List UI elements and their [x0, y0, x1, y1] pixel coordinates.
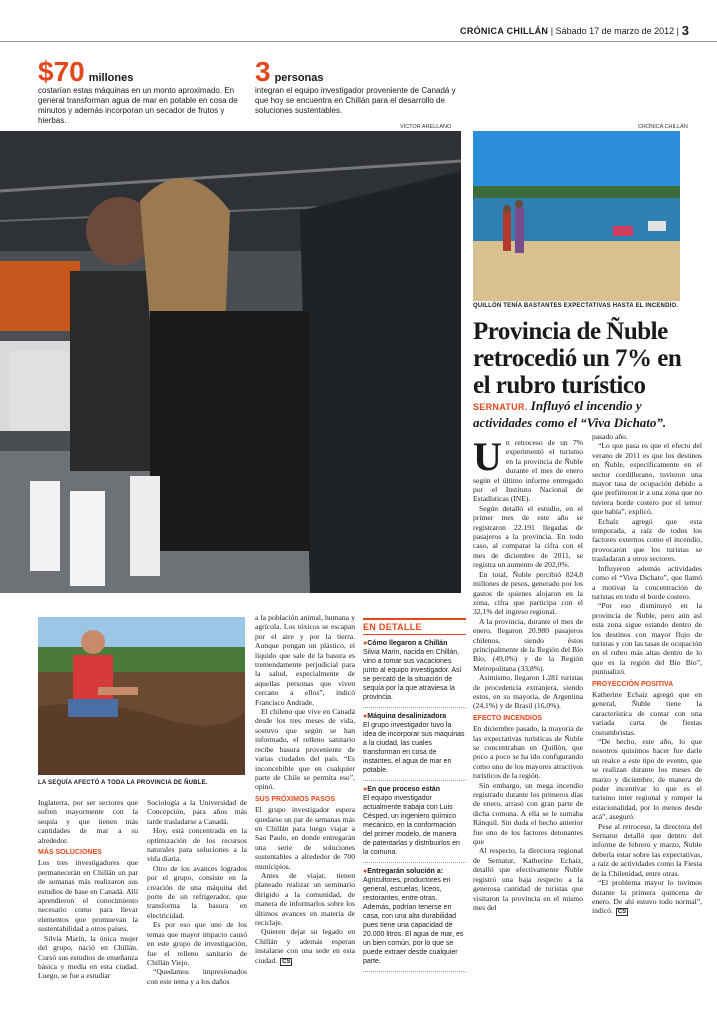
paragraph: Antes de viajar, tienen planeado realizar un seminario dirigido a la comunidad, de manera de informarlos sobre los últimos avances en materia de reciclaje. — [255, 870, 355, 927]
paragraph: Pese al retroceso, la directora del Sernatur detalló que dentro del informe de febrero y marzo, Ñuble debería estar sobre las expectativas, a raíz de actividades como la Fiesta de la Chilenidad, entre otras. — [592, 821, 702, 878]
article-subhead — [473, 398, 703, 431]
publication-info — [460, 26, 679, 36]
section-heading: PROYECCIÓN POSITIVA — [592, 680, 674, 688]
paragraph: Silvia Marín, la única mujer del grupo, nació en Chillán. Cursó sus estudios de enseñanza básica y media en esta ciudad. Luego, se fue a estudiar — [38, 933, 138, 981]
beach-photo-caption: QUILLÓN TENÍA BASTANTES EXPECTATIVAS HASTA EL INCENDIO. — [473, 303, 679, 309]
paragraph: Echaíz agregó que esta temporada, a raíz de todos los factores externos como el incendio, provocaron que los turistas se trasladaran a otros sectores. — [592, 516, 702, 564]
detalle-item-title: ● En que proceso están — [363, 785, 466, 794]
beach-photo-credit: CRÓNICA CHILLÁN — [638, 124, 688, 130]
farmer-photo-caption: LA SEQUÍA AFECTÓ A TODA LA PROVINCIA DE ÑUBLE. — [38, 780, 208, 786]
page-header — [0, 20, 717, 42]
en-detalle-sidebar — [363, 618, 466, 972]
paragraph: A la provincia, durante el mes de enero, llegaron 20.980 pasajeros chilenos, siendo éstos principalmente de la Región del Bío Bío, (49,0%) y de la Región Metropolitana (33,8%). — [473, 616, 583, 673]
detalle-item-title: ● Cómo llegaron a Chillán — [363, 639, 466, 648]
paragraph — [255, 927, 355, 967]
paragraph: “De hecho, este año, lo que nosotros quisimos hacer fue darle un realce a este tipo de evento, que se realizan durante los meses de marzo y diciembre, de manera de poder incentivar lo que es el turismo inter regional y romper la estacionalidad, por lo menos desde acá”, aseguró. — [592, 737, 702, 822]
beach-photo — [473, 131, 680, 301]
paragraph: En diciembre pasado, la mayoría de las expectativas turísticas de Ñuble se concentraban en Quillón, que poco a poco se ha ido configurando como uno de los mayores atractivos turísticos de la región. — [473, 724, 583, 781]
sidebar-title: EN DETALLE — [363, 618, 466, 635]
detalle-item-title: ● Máquina desalinizadora — [363, 712, 466, 721]
paragraph: Es por eso que uno de los temas que mayor impacto causó en este grupo de investigación, fue el relleno sanitario de Chillán Viejo. — [147, 920, 247, 967]
paragraph: Según detalló el estudio, en el primer mes de este año se registraron 22.191 llegadas de pasajeros a la provincia. En todo caso, al comparar la cifra con el mes de diciembre de 2011, se registra un aumento de 202,0%. — [473, 503, 583, 570]
paragraph: Sin embargo, un mega incendio registrado durante los primeros días de enero, arrasó con gran parte de dicha comuna. A ella se le sumaba Ránquil. Sin duda el hecho anterior fue uno de los factores detonantes que — [473, 780, 583, 847]
drop-cap: U — [473, 434, 502, 479]
paragraph: Asimismo, llegaron 1.281 turistas de procedencia extranjera, siendo estos, en su mayoría, de Argentina (24,1%) y de Brasil (16,0%). — [473, 673, 583, 711]
section-heading: SUS PRÓXIMOS PASOS — [255, 795, 335, 803]
publication-date: | Sábado 17 de marzo de 2012 | — [550, 26, 679, 36]
paragraph-text: n retroceso de un 7% experimentó el turismo en la provincia de Ñuble durante el mes de enero según el último informe entregado por el Instituto Nacional de Estadísticas (INE). — [473, 438, 583, 504]
end-mark: CS — [617, 909, 627, 916]
publication-name: CRÓNICA CHILLÁN — [460, 26, 549, 36]
detalle-item — [363, 781, 466, 863]
paragraph: Katherine Echaíz agregó que en general, Ñuble tiene la característica de contar con una variada carta de fiestas costumbristas. — [592, 689, 702, 737]
stat-box-people — [255, 58, 470, 116]
paragraph: Al respecto, la directora regional de Sernatur, Katherine Echaíz, detalló que efectivamente Ñuble registró una baja respecto a la generosa cantidad de turistas que visitaron la provincia en el mismo mes del — [473, 846, 583, 912]
paragraph: pasado año. — [592, 432, 628, 441]
left-story-column-2 — [147, 798, 247, 986]
paragraph: El chileno que vive en Canadá desde los tres meses de vida, sostuvo que según se han informado, el relleno sanitario recibe basura proveniente de varias ciudades del país. “Es inconcebible que en cualquier parte de Chile se permita eso”, opinó. — [255, 707, 355, 792]
paragraph: Influyeron además actividades como el “Viva Dichato”, que llamó a motivar la concentración de turistas en todo el borde costero. — [592, 563, 702, 601]
quillon-beach-image — [473, 131, 680, 301]
detalle-item-text: El equipo investigador actualmente trabaja con Luis Césped, un ingeniero químico mecánico, en la conformación del primer modelo, de manera de patentarlas y distribuirlos en la comuna. — [363, 795, 460, 856]
subhead-kicker: SERNATUR. — [473, 402, 528, 412]
paragraph: Hoy, está concentrada en la optimización de los recursos naturales para soluciones a la vida diaria. — [147, 826, 247, 864]
paragraph: “Lo que pasa es que el efecto del verano de 2011 es que los destinos en Ñuble, específicamente en el sector cordillerano, tuvieron una mayor tasa de ocupación debido a que prefirieron ir a una zona que no tuviera borde costero por el temor que había”, explicó. — [592, 441, 702, 517]
paragraph: En total, Ñuble percibió 824,8 millones de pesos, generado por los gastos de quienes alojaron en la zona, cifra que participa con el 32,1% del ingreso regional. — [473, 569, 583, 617]
stat-value: 3 — [255, 56, 271, 87]
left-story-column-3 — [255, 613, 355, 967]
detalle-item-text: Agricultores, productores en general, escuelas, liceos, restorantes, entre otras. Además, podrían tenerse en casa, con una alta durabilidad pues tiene una capacidad de 20.000 litros. El agua de mar, es un bien común, por lo que se puede extraer desde cualquier parte. — [363, 877, 464, 965]
stat-unit: personas — [274, 72, 324, 84]
main-photo-credit: VÍCTOR ARELLANO — [400, 124, 452, 130]
detalle-item — [363, 863, 466, 972]
paragraph: Los tres investigadores que permanecerán en Chillán un par de semanas más realizaron sus estudios de base en Canadá. Allí aprendieron el conocimiento necesario como para llevar elementos que promuevan la sustentabilidad a otros países. — [38, 858, 138, 934]
stat-unit: millones — [88, 72, 134, 84]
stat-box-cost — [38, 58, 243, 126]
paragraph: “Por eso disminuyó en la provincia de Ñuble, pero aún así esta zona sigue estando dentro de los destinos con mayor flujo de turistas y con las tasas de ocupación en el rubro más altas dentro de lo que es la región del Bío Bío”, puntualizó. — [592, 601, 702, 677]
paragraph-text: Quieren dejar su legado en Chillán y además esperan instalarse con una sede en esta ciudad. — [255, 927, 355, 965]
detalle-item — [363, 708, 466, 781]
section-heading: MÁS SOLUCIONES — [38, 849, 102, 857]
paragraph-text: “El problema mayor lo tuvimos durante la primera quincena de enero. De ahí estuvo todo normal”, indicó. — [592, 878, 702, 916]
section-heading: EFECTO INCENDIOS — [473, 714, 543, 722]
left-story-column-1 — [38, 798, 138, 981]
paragraph — [473, 434, 583, 504]
stat-description: costarían estas máquinas en un monto aproximado. En general transforman agua de mar en potable en cosa de minutos y además incorporan un secador de frutos y hierbas. — [38, 86, 238, 125]
article-headline: Provincia de Ñuble retrocedió un 7% en el rubro turístico — [473, 318, 682, 399]
drought-farmer-image — [38, 617, 245, 775]
detalle-item-text: El grupo investigador tuvo la idea de incorporar sus máquinas a la ciudad, las cuales transforman en cosa de instantes, el agua de mar en potable. — [363, 722, 465, 774]
paragraph: “Quedamos impresionados con este tema y a los daños — [147, 967, 247, 986]
paragraph — [592, 878, 702, 918]
researchers-lab-image — [0, 131, 461, 593]
end-mark: CS — [282, 958, 291, 965]
subhead-text: Influyó el incendio y actividades como el “Viva Dichato”. — [473, 398, 667, 430]
stat-value: $70 — [38, 56, 85, 87]
paragraph: a la población animal, humana y agrícola. Los tóxicos se escapan por el aire y por la tierra. Aunque pongan un plástico, el líquido que sale de la basura es tremendamente perjudicial para la salud, especialmente de aquellas personas que viven cercano a ellos”, indicó Francisco Andrade. — [255, 613, 355, 707]
main-story-column-1 — [473, 434, 583, 912]
paragraph: Otro de los avances logrados por el grupo, consiste en la creación de una máquina del porte de un refrigerador, que transforma la basura en electricidad. — [147, 863, 247, 920]
stat-description: integran el equipo investigador proveniente de Canadá y que hoy se encuentra en Chillán para el desarrollo de soluciones sustentables. — [255, 86, 456, 115]
detalle-item-text: Silvia Marín, nacida en Chillán, vino a tomar sus vacaciones junto al equipo investigador. Así se percató de la situación de sequía por la que atraviesa la provincia. — [363, 649, 462, 701]
farmer-photo — [38, 617, 245, 775]
detalle-item — [363, 635, 466, 708]
paragraph: Sociología a la Universidad de Concepción, para años más tarde trasladarse a Canadá. — [147, 798, 247, 826]
detalle-item-title: ● Entregarán solución a: — [363, 867, 466, 876]
paragraph: Inglaterra, por ser sectores que sufren mayormente con la sequía y que tienen más cantidades de mar a su alrededor. — [38, 798, 138, 845]
main-story-column-2 — [592, 432, 702, 918]
page-number: 3 — [681, 23, 689, 38]
paragraph: El grupo investigador espera quedarse un par de semanas más en Chillán para luego viajar a Sao Paulo, en donde entregarán una serie de soluciones sustentables a alrededor de 700 municipios. — [255, 805, 355, 871]
main-photo — [0, 131, 461, 593]
